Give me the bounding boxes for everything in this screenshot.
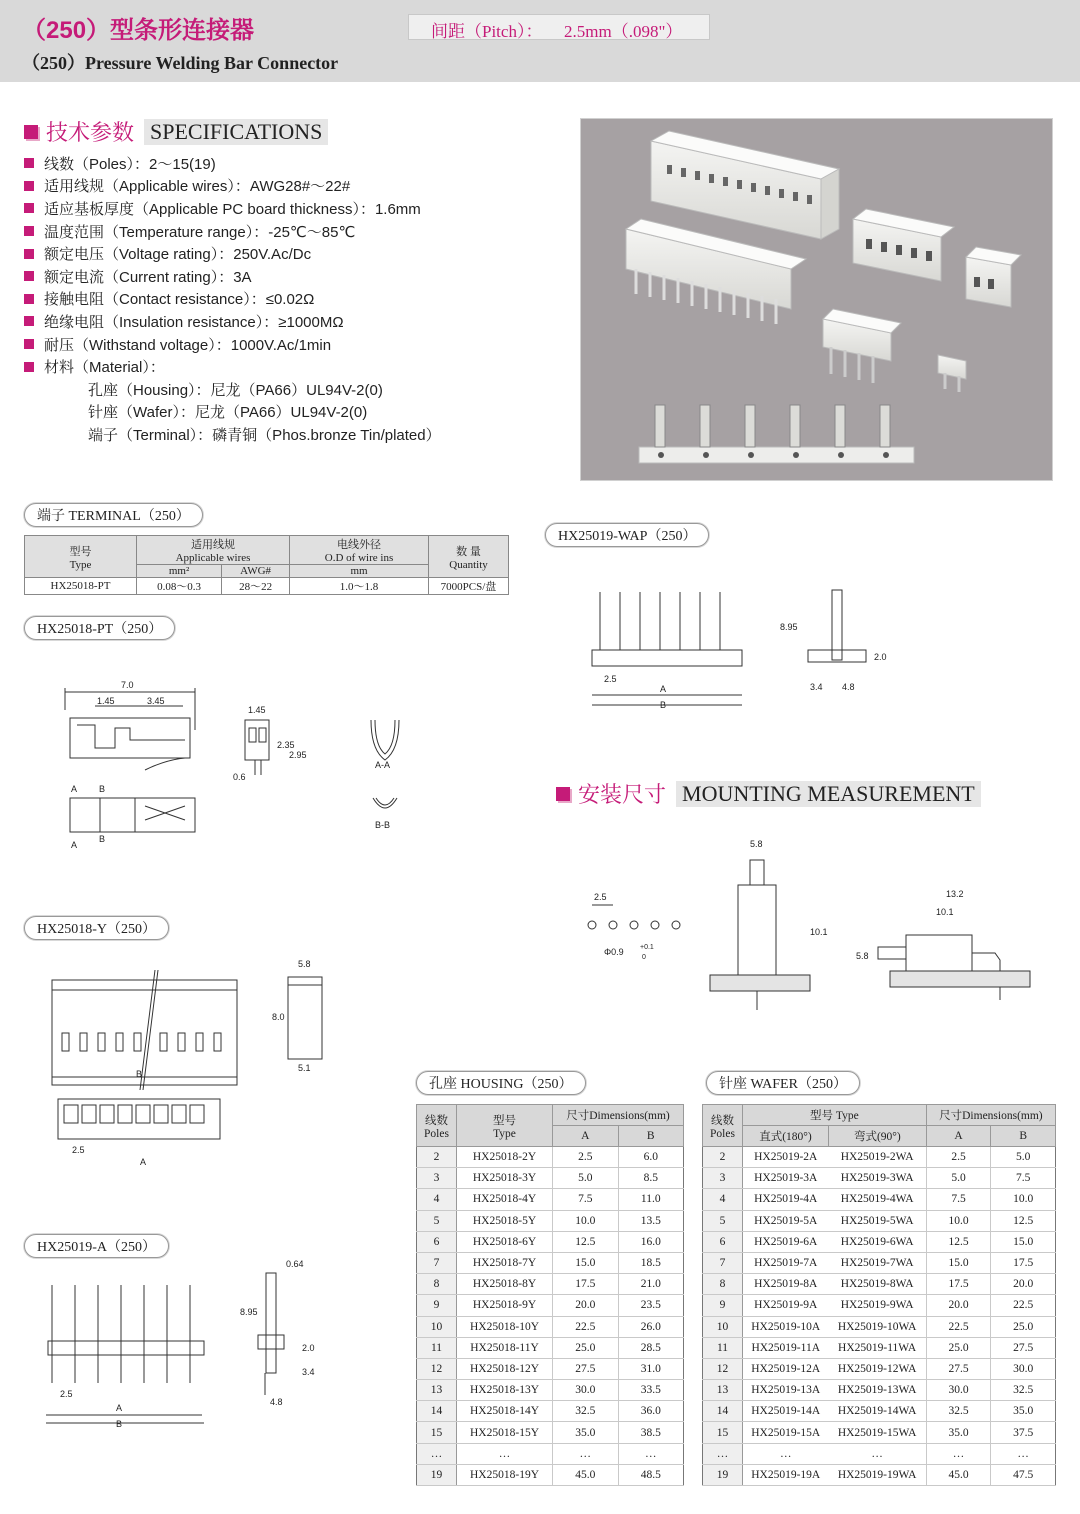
dim-label: 2.0 [302,1343,315,1353]
header-dims: 尺寸Dimensions(mm) [553,1105,684,1126]
dim-label: 4.8 [270,1397,283,1407]
header-od: 电线外径 O.D of wire ins [290,536,429,565]
header-poles: 线数 Poles [703,1105,743,1147]
dim-label: 7.0 [121,680,134,690]
spec-item: 线数（Poles）：2～15(19) [24,152,554,175]
connector-photo-illustration [581,119,1054,482]
mounting-heading-en: MOUNTING MEASUREMENT [676,781,981,807]
bullet-icon [24,181,34,191]
page-header [0,0,1080,82]
spec-item: 接触电阻（Contact resistance）：≤0.02Ω [24,288,554,311]
material-item: 孔座（Housing）：尼龙（PA66）UL94V-2(0) [88,381,383,399]
spec-item: 适用线规（Applicable wires）：AWG28#～22# [24,175,554,198]
bullet-icon [24,339,34,349]
table-row: 5 HX25018-5Y 10.0 13.5 [417,1210,684,1231]
specifications-heading [24,116,328,147]
dim-label: 5.8 [856,951,869,961]
wap-drawing [580,580,900,715]
table-row: 14 HX25019-14A HX25019-14WA 32.5 35.0 [703,1401,1056,1422]
mounting-heading [556,778,981,809]
table-row: 10 HX25019-10A HX25019-10WA 22.5 25.0 [703,1316,1056,1337]
table-row: 10 HX25018-10Y 22.5 26.0 [417,1316,684,1337]
pt-drawing-pill: HX25018-PT（250） [24,616,175,640]
table-row: 11 HX25019-11A HX25019-11WA 25.0 27.5 [703,1337,1056,1358]
dim-label: 8.0 [272,1012,285,1022]
table-row: 8 HX25018-8Y 17.5 21.0 [417,1274,684,1295]
product-photo [580,118,1053,481]
bullet-icon [24,271,34,281]
title-cn: （250）型条形连接器 [22,17,255,44]
dim-label: 1.45 [97,696,115,706]
header-awg: AWG# [222,565,290,578]
header-angle: 弯式(90°) [828,1126,926,1147]
dim-label: 1.45 [248,705,266,715]
table-row: 13 HX25019-13A HX25019-13WA 30.0 32.5 [703,1380,1056,1401]
header-type: 型号 Type [25,536,137,578]
dim-label: A [660,684,667,694]
dim-label: 2.35 [277,740,295,750]
dim-label: A [140,1157,147,1167]
header-dims: 尺寸Dimensions(mm) [926,1105,1055,1126]
header-mm2: mm² [137,565,222,578]
spec-item: 额定电压（Voltage rating）：250V.Ac/Dc [24,242,554,265]
table-row: 14 HX25018-14Y 32.5 36.0 [417,1401,684,1422]
title-en: （250）Pressure Welding Bar Connector [22,53,339,73]
table-row: 15 HX25018-15Y 35.0 38.5 [417,1422,684,1443]
y-drawing-pill: HX25018-Y（250） [24,916,169,940]
dim-label: 0.6 [233,772,246,782]
pitch-box [408,14,710,40]
table-row: 19 HX25018-19Y 45.0 48.5 [417,1464,684,1485]
table-row: 12 HX25018-12Y 27.5 31.0 [417,1358,684,1379]
spec-item: 适应基板厚度（Applicable PC board thickness）：1.6mm [24,197,554,220]
pitch-value: 2.5mm（.098"） [564,22,683,41]
dim-label: B [660,700,667,710]
table-row: 7 HX25018-7Y 15.0 18.5 [417,1252,684,1273]
header-b: B [618,1126,684,1147]
terminal-table [24,535,509,595]
wafer-drawing [40,1255,340,1430]
dim-label: 8.95 [780,622,798,632]
header-a: A [553,1126,619,1147]
section-square-icon [24,125,38,139]
dim-label: 3.45 [147,696,165,706]
dim-label: 2.95 [289,750,307,760]
dim-label: A [116,1403,123,1413]
dim-label: A [71,840,78,850]
dim-label: 0 [642,954,646,961]
dim-label: 2.0 [874,652,887,662]
dim-label: 10.1 [810,927,828,937]
table-row: 19 HX25019-19A HX25019-19WA 45.0 47.5 [703,1464,1056,1485]
table-row: 5 HX25019-5A HX25019-5WA 10.0 12.5 [703,1210,1056,1231]
dim-label: B [99,834,106,844]
header-wires: 适用线规 Applicable wires [137,536,290,565]
dim-label: 3.4 [810,682,823,692]
housing-table [416,1104,684,1486]
table-row: 15 HX25019-15A HX25019-15WA 35.0 37.5 [703,1422,1056,1443]
dim-label: Φ0.9 [604,947,624,957]
spec-item: 材料（Material）： [24,355,554,378]
header-qty: 数 量 Quantity [429,536,509,578]
table-row: … … … … [417,1443,684,1464]
table-row: 4 HX25019-4A HX25019-4WA 7.5 10.0 [703,1189,1056,1210]
table-row: … … … … … [703,1443,1056,1464]
table-row: 2 HX25018-2Y 2.5 6.0 [417,1147,684,1168]
dim-label: B [116,1419,123,1429]
a-drawing-pill: HX25019-A（250） [24,1234,169,1258]
dim-label: 13.2 [946,889,964,899]
bullet-icon [24,226,34,236]
dim-label: 3.4 [302,1367,315,1377]
terminal-drawing [55,670,415,860]
bullet-icon [24,249,34,259]
wafer-table [702,1104,1056,1486]
dim-label: 5.1 [298,1063,311,1073]
housing-drawing [40,955,340,1175]
table-row: 12 HX25019-12A HX25019-12WA 27.5 30.0 [703,1358,1056,1379]
wap-drawing-pill: HX25019-WAP（250） [545,523,709,547]
dim-label: 5.8 [750,839,763,849]
header-straight: 直式(180°) [743,1126,829,1147]
table-row: 9 HX25019-9A HX25019-9WA 20.0 22.5 [703,1295,1056,1316]
spec-item: 绝缘电阻（Insulation resistance）：≥1000MΩ [24,310,554,333]
dim-label: 5.8 [298,959,311,969]
dim-label: A [71,784,78,794]
table-row: 3 HX25018-3Y 5.0 8.5 [417,1168,684,1189]
specifications-heading-en: SPECIFICATIONS [144,119,328,145]
dim-label: 10.1 [936,907,954,917]
terminal-pill: 端子 TERMINAL（250） [24,503,203,527]
header-b: B [991,1126,1056,1147]
header-mm: mm [290,565,429,578]
table-row: 8 HX25019-8A HX25019-8WA 17.5 20.0 [703,1274,1056,1295]
dim-label: 4.8 [842,682,855,692]
spec-item: 温度范围（Temperature range）：-25℃～85℃ [24,220,554,243]
dim-label: B-B [375,820,391,830]
dim-label: 2.5 [604,674,617,684]
housing-pill: 孔座 HOUSING（250） [416,1071,586,1095]
spec-item: 耐压（Withstand voltage）：1000V.Ac/1min [24,333,554,356]
table-row: 9 HX25018-9Y 20.0 23.5 [417,1295,684,1316]
bullet-icon [24,316,34,326]
bullet-icon [24,362,34,372]
section-square-icon [556,787,570,801]
dim-label: +0.1 [640,944,654,951]
table-row: 11 HX25018-11Y 25.0 28.5 [417,1337,684,1358]
dim-label: 2.5 [594,892,607,902]
material-item: 针座（Wafer）：尼龙（PA66）UL94V-2(0) [88,404,368,422]
table-row: 6 HX25019-6A HX25019-6WA 12.5 15.0 [703,1231,1056,1252]
table-row: 6 HX25018-6Y 12.5 16.0 [417,1231,684,1252]
dim-label: A-A [375,760,391,770]
specifications-list [24,152,554,446]
dim-label: 2.5 [72,1145,85,1155]
dim-label: B [136,1069,143,1079]
table-row: HX25018-PT 0.08～0.3 28～22 1.0～1.8 7000PCS/盘 [25,578,509,595]
spec-item: 额定电流（Current rating）：3A [24,265,554,288]
dim-label: 0.64 [286,1259,304,1269]
material-item: 端子（Terminal）：磷青铜（Phos.bronze Tin/plated） [88,426,441,444]
dim-label: 8.95 [240,1307,258,1317]
table-row: 4 HX25018-4Y 7.5 11.0 [417,1189,684,1210]
specifications-heading-cn: 技术参数 [46,120,135,145]
table-row: 7 HX25019-7A HX25019-7WA 15.0 17.5 [703,1252,1056,1273]
bullet-icon [24,203,34,213]
pitch-label: 间距（Pitch）： [431,22,543,41]
table-row: 3 HX25019-3A HX25019-3WA 5.0 7.5 [703,1168,1056,1189]
bullet-icon [24,294,34,304]
table-row: 13 HX25018-13Y 30.0 33.5 [417,1380,684,1401]
bullet-icon [24,158,34,168]
mounting-drawing [570,835,1050,1020]
header-type: 型号 Type [743,1105,927,1126]
header-poles: 线数 Poles [417,1105,457,1147]
header-type: 型号 Type [457,1105,553,1147]
dim-label: 2.5 [60,1389,73,1399]
wafer-pill: 针座 WAFER（250） [706,1071,860,1095]
dim-label: B [99,784,106,794]
table-row: 2 HX25019-2A HX25019-2WA 2.5 5.0 [703,1147,1056,1168]
mounting-heading-cn: 安装尺寸 [578,782,667,807]
header-a: A [926,1126,991,1147]
